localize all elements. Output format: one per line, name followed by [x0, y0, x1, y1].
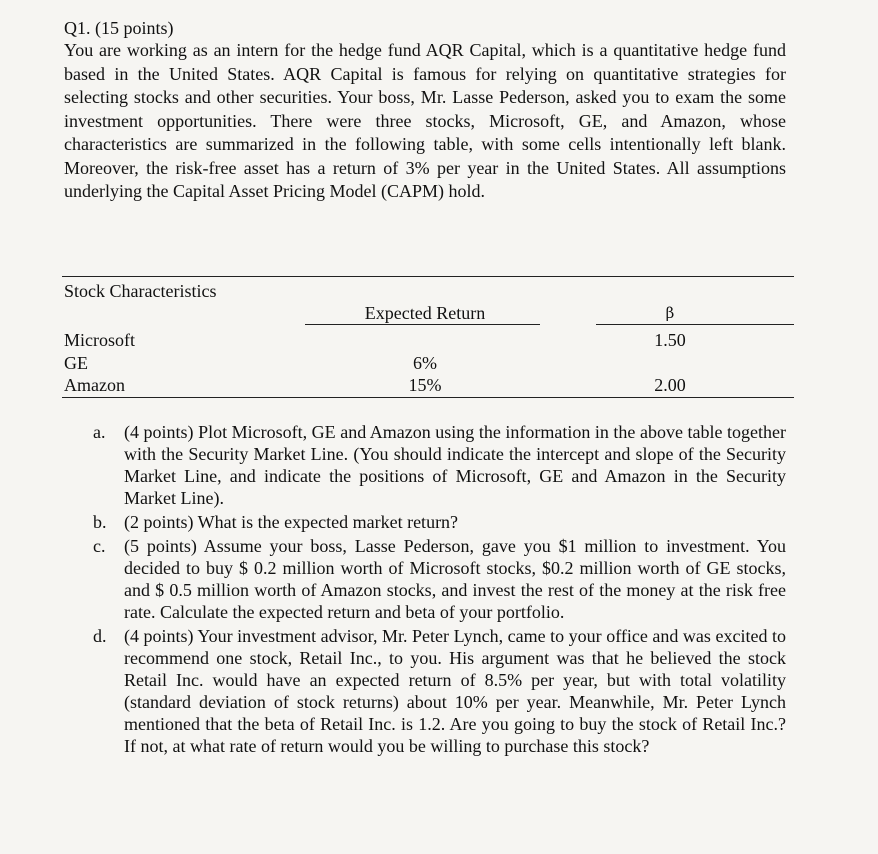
- part-marker: d.: [93, 626, 107, 646]
- header-expected-return: Expected Return: [364, 303, 486, 323]
- part-text: (4 points) Plot Microsoft, GE and Amazon using the information in the above table together with the Security Market Line. (You should indicate the intercept and slope of the Security Market Line, and indicate the positions of Microsoft, GE and Amazon in the Security Market Line).: [124, 422, 786, 508]
- row-expected-amazon: 15%: [408, 375, 442, 395]
- part-text: (2 points) What is the expected market return?: [124, 512, 459, 532]
- table-bottom-rule: [62, 397, 794, 398]
- row-name-ge: GE: [64, 353, 88, 373]
- question-intro: You are working as an intern for the hedge fund AQR Capital, which is a quantitative hedge fund based in the United States. AQR Capital is famous for relying on quantitative strategies for selecting stocks and other securities. Your boss, Mr. Lasse Pederson, asked you to exam the some investment opportunities. There were three stocks, Microsoft, GE, and Amazon, whose characteristics are summarized in the following table, with some cells intentionally left blank. Moreover, the risk-free asset has a return of 3% per year in the United States. All assumptions underlying the Capital Asset Pricing Model (CAPM) hold.: [64, 40, 786, 201]
- row-beta-amazon: 2.00: [654, 375, 686, 395]
- question-part-a: [90, 421, 786, 509]
- question-part-b: [90, 511, 786, 533]
- part-marker: b.: [93, 512, 107, 532]
- header-rule-beta: [596, 324, 794, 325]
- table-top-rule: [62, 276, 794, 277]
- header-beta: β: [665, 304, 675, 322]
- row-name-amazon: Amazon: [64, 375, 125, 395]
- question-part-d: [90, 625, 786, 757]
- part-marker: a.: [93, 422, 106, 442]
- header-rule-expected: [305, 324, 540, 325]
- question-parts-list: [90, 421, 786, 759]
- part-marker: c.: [93, 536, 106, 556]
- question-heading: Q1. (15 points): [64, 18, 174, 38]
- row-expected-ge: 6%: [413, 353, 437, 373]
- part-text: (5 points) Assume your boss, Lasse Pederson, gave you $1 million to investment. You decided to buy $ 0.2 million worth of Microsoft stocks, $0.2 million worth of GE stocks, and $ 0.5 million worth of Amazon stocks, and invest the rest of the money at the risk free rate. Calculate the expected return and beta of your portfolio.: [124, 536, 786, 622]
- part-text: (4 points) Your investment advisor, Mr. Peter Lynch, came to your office and was excited to recommend one stock, Retail Inc., to you. His argument was that he believed the stock Retail Inc. would have an expected return of 8.5% per year, but with total volatility (standard deviation of stock returns) about 10% per year. Meanwhile, Mr. Peter Lynch mentioned that the beta of Retail Inc. is 1.2. Are you going to buy the stock of Retail Inc.? If not, at what rate of return would you be willing to purchase this stock?: [124, 626, 786, 756]
- question-part-c: [90, 535, 786, 623]
- row-beta-microsoft: 1.50: [654, 330, 686, 350]
- row-name-microsoft: Microsoft: [64, 330, 135, 350]
- table-title: Stock Characteristics: [64, 281, 217, 301]
